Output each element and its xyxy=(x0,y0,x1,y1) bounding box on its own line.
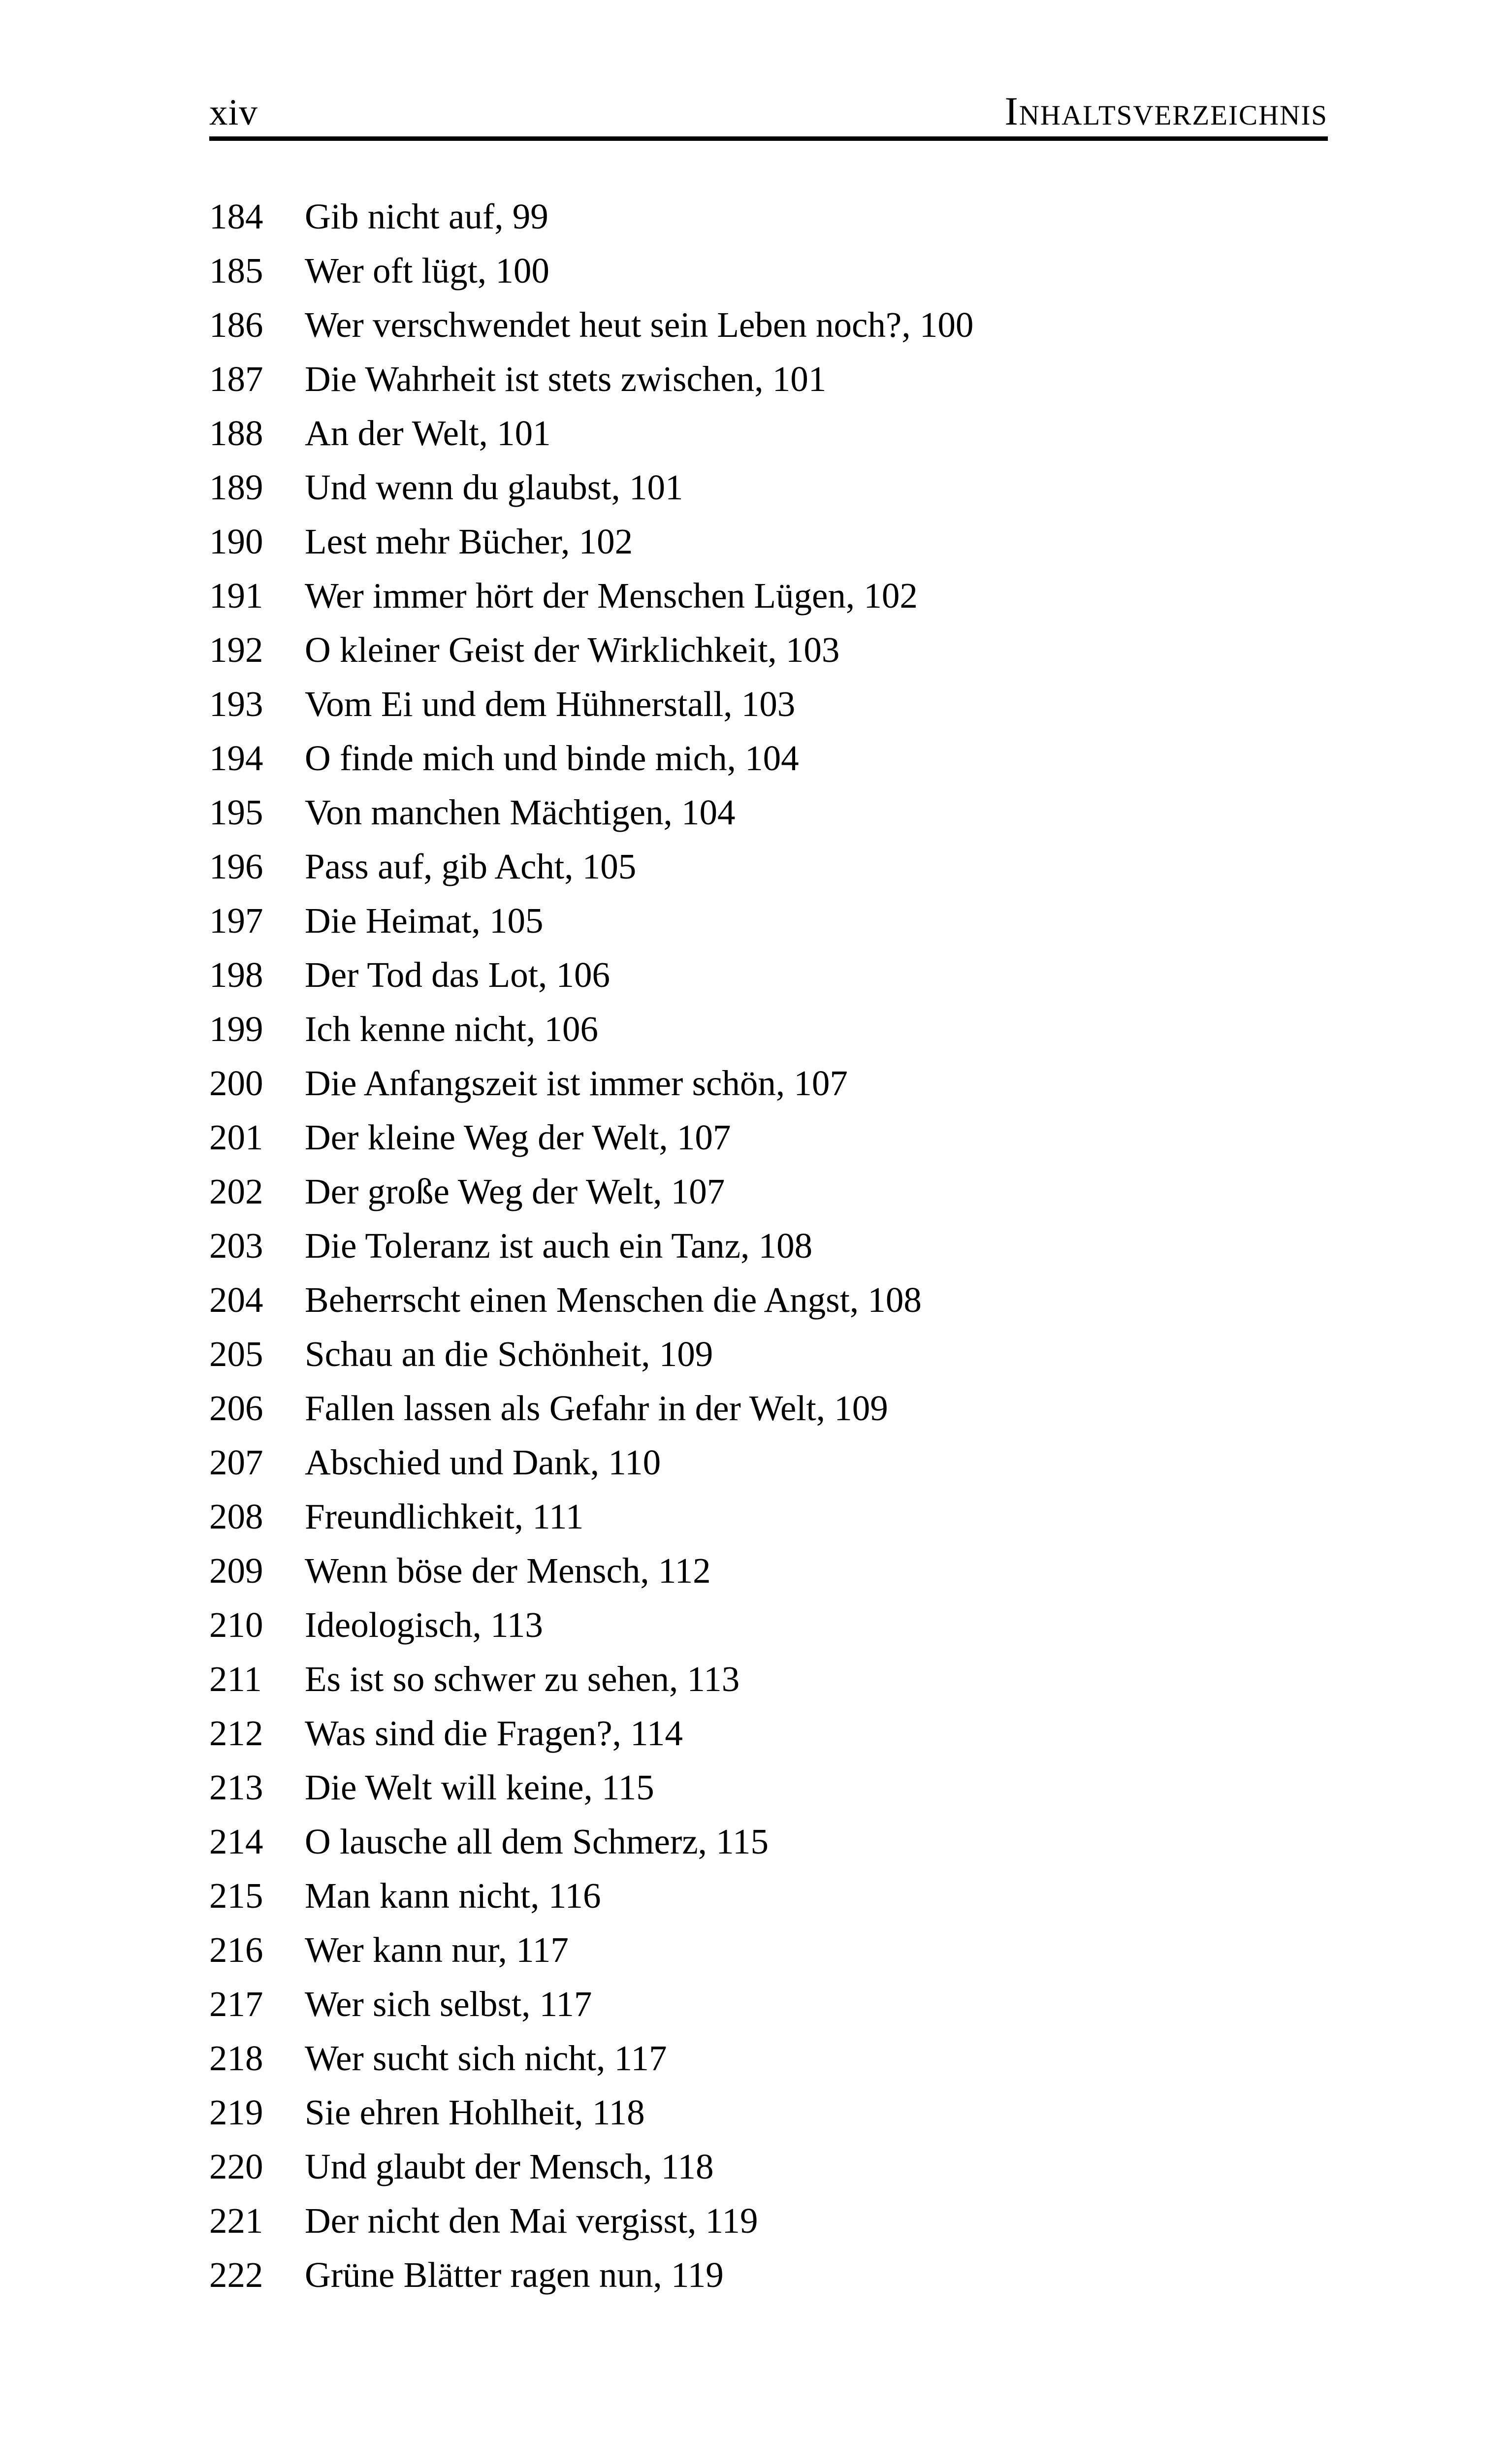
toc-entry-text xyxy=(305,677,1328,731)
toc-row xyxy=(209,569,1328,623)
toc-entry-page: 104 xyxy=(745,738,799,778)
toc-entry-number: 207 xyxy=(209,1442,263,1482)
page-header xyxy=(209,91,1328,131)
toc-entry-separator: , xyxy=(596,2038,614,2078)
toc-entry-number: 194 xyxy=(209,738,263,778)
toc-entry-title: Die Wahrheit ist stets zwischen xyxy=(305,359,755,399)
toc-row xyxy=(209,1490,1328,1544)
folio-page-number: xiv xyxy=(209,92,258,133)
toc-entry-title: Wenn böse der Mensch xyxy=(305,1551,641,1591)
toc-entry-title: Was sind die Fragen? xyxy=(305,1713,612,1753)
toc-entry-separator: , xyxy=(740,1226,759,1266)
toc-row xyxy=(209,460,1328,515)
toc-entry-page: 117 xyxy=(539,1984,592,2024)
toc-entry-page: 118 xyxy=(592,2092,645,2132)
toc-row xyxy=(209,1923,1328,1977)
toc-entry-text xyxy=(305,894,1328,948)
toc-entry-title: Der nicht den Mai vergisst xyxy=(305,2201,688,2241)
toc-row xyxy=(209,515,1328,569)
toc-row xyxy=(209,1435,1328,1490)
toc-entry-page: 100 xyxy=(919,305,974,345)
toc-row xyxy=(209,298,1328,352)
toc-entry-separator: , xyxy=(590,1442,609,1482)
toc-entry-separator: , xyxy=(816,1388,835,1428)
toc-row xyxy=(209,1327,1328,1381)
toc-entry-page: 113 xyxy=(687,1659,740,1699)
toc-entry-number: 218 xyxy=(209,2038,263,2078)
toc-entry-number: 191 xyxy=(209,576,263,616)
toc-row xyxy=(209,1381,1328,1435)
toc-entry-title: Man kann nicht xyxy=(305,1876,531,1916)
toc-entry-text xyxy=(305,785,1328,840)
toc-entry-number: 213 xyxy=(209,1767,263,1807)
toc-entry-page: 101 xyxy=(629,467,683,507)
toc-entry-page: 116 xyxy=(548,1876,601,1916)
toc-entry-page: 117 xyxy=(516,1930,569,1970)
toc-entry-title: Der kleine Weg der Welt xyxy=(305,1117,659,1157)
toc-entry-title: Und wenn du glaubst xyxy=(305,467,611,507)
toc-entry-title: Freundlichkeit xyxy=(305,1497,515,1536)
toc-row xyxy=(209,1652,1328,1706)
toc-entry-text xyxy=(305,948,1328,1002)
toc-entry-page: 105 xyxy=(489,901,544,941)
toc-entry-separator: , xyxy=(845,576,864,616)
toc-entry-title: Die Heimat xyxy=(305,901,472,941)
toc-entry-number: 221 xyxy=(209,2201,263,2241)
toc-entry-title: Und glaubt der Mensch xyxy=(305,2147,643,2186)
toc-entry-title: Die Toleranz ist auch ein Tanz xyxy=(305,1226,741,1266)
toc-entry-number: 202 xyxy=(209,1172,263,1211)
toc-entry-number: 198 xyxy=(209,955,263,995)
toc-entry-page: 113 xyxy=(490,1605,543,1645)
toc-entry-separator: , xyxy=(775,1063,794,1103)
toc-entry-number: 210 xyxy=(209,1605,263,1645)
toc-entry-text xyxy=(305,1598,1328,1652)
toc-entry-text xyxy=(305,2140,1328,2194)
toc-entry-number: 192 xyxy=(209,630,263,670)
toc-entry-title: Wer sich selbst xyxy=(305,1984,522,2024)
toc-entry-page: 109 xyxy=(659,1334,713,1374)
toc-entry-separator: , xyxy=(479,413,497,453)
toc-row xyxy=(209,894,1328,948)
toc-entry-number: 190 xyxy=(209,521,263,561)
toc-row xyxy=(209,1002,1328,1056)
toc-entry-number: 215 xyxy=(209,1876,263,1916)
toc-entry-page: 119 xyxy=(671,2255,724,2295)
toc-entry-title: Ich kenne nicht xyxy=(305,1009,526,1049)
toc-entry-separator: , xyxy=(640,1551,658,1591)
toc-entry-page: 107 xyxy=(794,1063,848,1103)
toc-entry-page: 110 xyxy=(608,1442,661,1482)
toc-entry-page: 105 xyxy=(582,847,637,886)
toc-entry-text xyxy=(305,1002,1328,1056)
toc-entry-text xyxy=(305,1110,1328,1165)
toc-entry-text xyxy=(305,1869,1328,1923)
toc-entry-page: 101 xyxy=(772,359,827,399)
toc-entry-title: Sie ehren Hohlheit xyxy=(305,2092,575,2132)
toc-entry-page: 104 xyxy=(681,792,736,832)
toc-entry-number: 185 xyxy=(209,251,263,291)
toc-entry-title: Vom Ei und dem Hühnerstall xyxy=(305,684,724,724)
toc-row xyxy=(209,2085,1328,2140)
toc-row xyxy=(209,677,1328,731)
toc-entry-title: Grüne Blätter ragen nun xyxy=(305,2255,653,2295)
toc-row xyxy=(209,731,1328,785)
toc-entry-separator: , xyxy=(768,630,786,670)
toc-entry-text xyxy=(305,1977,1328,2031)
toc-entry-text xyxy=(305,244,1328,298)
toc-entry-title: Lest mehr Bücher xyxy=(305,521,561,561)
toc-entry-separator: , xyxy=(663,792,681,832)
toc-entry-text xyxy=(305,1219,1328,1273)
toc-entry-separator: , xyxy=(521,1984,540,2024)
toc-entry-separator: , xyxy=(526,1009,545,1049)
toc-row xyxy=(209,1760,1328,1815)
toc-entry-title: Die Anfangszeit ist immer schön xyxy=(305,1063,776,1103)
toc-entry-separator: , xyxy=(727,738,745,778)
toc-entry-number: 219 xyxy=(209,2092,263,2132)
toc-entry-number: 216 xyxy=(209,1930,263,1970)
toc-entry-text xyxy=(305,1706,1328,1760)
toc-entry-title: Von manchen Mächtigen xyxy=(305,792,664,832)
toc-entry-separator: , xyxy=(669,1659,687,1699)
toc-entry-page: 103 xyxy=(741,684,796,724)
page-title: Inhaltsverzeichnis xyxy=(1004,89,1328,133)
toc-entry-text xyxy=(305,190,1328,244)
toc-entry-title: Wer sucht sich nicht xyxy=(305,2038,597,2078)
toc-entry-page: 102 xyxy=(864,576,918,616)
toc-row xyxy=(209,1165,1328,1219)
toc-entry-number: 201 xyxy=(209,1117,263,1157)
toc-entry-title: Der Tod das Lot xyxy=(305,955,539,995)
toc-entry-text xyxy=(305,623,1328,677)
toc-entry-page: 117 xyxy=(614,2038,667,2078)
toc-row xyxy=(209,1706,1328,1760)
toc-entry-text xyxy=(305,2085,1328,2140)
toc-entry-separator: , xyxy=(564,847,582,886)
toc-entry-text xyxy=(305,298,1328,352)
toc-entry-separator: , xyxy=(643,2147,661,2186)
toc-entry-separator: , xyxy=(574,2092,592,2132)
toc-row xyxy=(209,406,1328,460)
toc-entry-number: 211 xyxy=(209,1659,262,1699)
toc-entry-separator: , xyxy=(471,901,490,941)
toc-entry-separator: , xyxy=(498,1930,516,1970)
toc-entry-page: 111 xyxy=(532,1497,584,1536)
toc-entry-title: O lausche all dem Schmerz xyxy=(305,1822,698,1861)
toc-entry-number: 184 xyxy=(209,196,263,236)
toc-entry-separator: , xyxy=(659,1117,677,1157)
toc-entry-text xyxy=(305,460,1328,515)
toc-entry-title: Pass auf, gib Acht xyxy=(305,847,565,886)
toc-entry-separator: , xyxy=(641,1334,659,1374)
toc-entry-number: 205 xyxy=(209,1334,263,1374)
toc-entry-title: Schau an die Schönheit xyxy=(305,1334,642,1374)
toc-entry-text xyxy=(305,1652,1328,1706)
toc-entry-title: An der Welt xyxy=(305,413,479,453)
toc-entry-text xyxy=(305,515,1328,569)
toc-entry-separator: , xyxy=(612,1713,631,1753)
toc-entry-title: Gib nicht auf xyxy=(305,196,495,236)
toc-entry-page: 102 xyxy=(579,521,633,561)
toc-row xyxy=(209,1598,1328,1652)
toc-entry-page: 107 xyxy=(676,1117,731,1157)
toc-row xyxy=(209,948,1328,1002)
toc-entry-page: 114 xyxy=(630,1713,683,1753)
toc-entry-text xyxy=(305,2248,1328,2302)
toc-entry-title: Wer verschwendet heut sein Leben noch? xyxy=(305,305,902,345)
toc-row xyxy=(209,1544,1328,1598)
toc-entry-title: Wer oft lügt xyxy=(305,251,478,291)
toc-entry-separator: , xyxy=(653,2255,671,2295)
toc-entry-title: Es ist so schwer zu sehen xyxy=(305,1659,669,1699)
toc-entry-text xyxy=(305,2194,1328,2248)
toc-entry-text xyxy=(305,1327,1328,1381)
toc-entry-title: Ideologisch xyxy=(305,1605,473,1645)
toc-entry-separator: , xyxy=(530,1876,548,1916)
toc-row xyxy=(209,785,1328,840)
toc-entry-title: Fallen lassen als Gefahr in der Welt xyxy=(305,1388,816,1428)
toc-row xyxy=(209,840,1328,894)
toc-entry-page: 106 xyxy=(556,955,611,995)
toc-entry-separator: , xyxy=(611,467,629,507)
toc-entry-separator: , xyxy=(754,359,772,399)
toc-row xyxy=(209,2031,1328,2085)
toc-entry-text xyxy=(305,406,1328,460)
toc-row xyxy=(209,1110,1328,1165)
toc-entry-text xyxy=(305,1165,1328,1219)
toc-entry-page: 115 xyxy=(602,1767,654,1807)
toc-entry-page: 118 xyxy=(661,2147,714,2186)
toc-row xyxy=(209,1977,1328,2031)
toc-entry-number: 187 xyxy=(209,359,263,399)
toc-entry-separator: , xyxy=(561,521,579,561)
toc-row xyxy=(209,352,1328,406)
toc-entry-page: 100 xyxy=(495,251,549,291)
toc-entry-number: 209 xyxy=(209,1551,263,1591)
toc-entry-title: Wer kann nur xyxy=(305,1930,498,1970)
toc-entry-title: O finde mich und binde mich xyxy=(305,738,727,778)
toc-entry-number: 193 xyxy=(209,684,263,724)
toc-entry-separator: , xyxy=(472,1605,491,1645)
toc-entry-text xyxy=(305,1544,1328,1598)
toc-row xyxy=(209,1273,1328,1327)
toc-entry-number: 200 xyxy=(209,1063,263,1103)
toc-entry-text xyxy=(305,569,1328,623)
toc-entry-page: 101 xyxy=(497,413,551,453)
toc-entry-separator: , xyxy=(477,251,496,291)
header-divider-rule xyxy=(209,136,1328,141)
toc-entry-number: 199 xyxy=(209,1009,263,1049)
toc-entry-page: 115 xyxy=(716,1822,769,1861)
toc-entry-text xyxy=(305,1381,1328,1435)
toc-row xyxy=(209,1869,1328,1923)
toc-entry-separator: , xyxy=(687,2201,706,2241)
toc-entry-title: Wer immer hört der Menschen Lügen xyxy=(305,576,846,616)
toc-entry-page: 108 xyxy=(758,1226,813,1266)
toc-entry-title: Der große Weg der Welt xyxy=(305,1172,653,1211)
toc-entry-text xyxy=(305,1923,1328,1977)
toc-entry-text xyxy=(305,731,1328,785)
toc-entry-number: 214 xyxy=(209,1822,263,1861)
toc-entry-page: 103 xyxy=(785,630,840,670)
toc-entry-separator: , xyxy=(514,1497,533,1536)
toc-entry-page: 109 xyxy=(834,1388,888,1428)
toc-entry-page: 106 xyxy=(544,1009,598,1049)
toc-row xyxy=(209,1815,1328,1869)
toc-row xyxy=(209,1056,1328,1110)
toc-row xyxy=(209,2140,1328,2194)
toc-entry-number: 220 xyxy=(209,2147,263,2186)
toc-entry-separator: , xyxy=(653,1172,671,1211)
toc-entry-number: 188 xyxy=(209,413,263,453)
toc-entry-number: 208 xyxy=(209,1497,263,1536)
toc-entry-number: 195 xyxy=(209,792,263,832)
toc-entry-number: 204 xyxy=(209,1280,263,1320)
toc-row xyxy=(209,623,1328,677)
toc-row xyxy=(209,1219,1328,1273)
toc-list xyxy=(209,190,1328,2302)
toc-entry-separator: , xyxy=(901,305,920,345)
toc-entry-title: O kleiner Geist der Wirklichkeit xyxy=(305,630,768,670)
toc-entry-page: 112 xyxy=(658,1551,711,1591)
toc-entry-title: Die Welt will keine xyxy=(305,1767,584,1807)
toc-entry-number: 206 xyxy=(209,1388,263,1428)
toc-entry-number: 186 xyxy=(209,305,263,345)
toc-entry-separator: , xyxy=(698,1822,716,1861)
toc-entry-separator: , xyxy=(583,1767,602,1807)
toc-entry-number: 203 xyxy=(209,1226,263,1266)
toc-entry-separator: , xyxy=(849,1280,868,1320)
toc-entry-text xyxy=(305,840,1328,894)
toc-entry-number: 217 xyxy=(209,1984,263,2024)
toc-entry-page: 107 xyxy=(671,1172,725,1211)
toc-entry-text xyxy=(305,1273,1328,1327)
toc-entry-title: Beherrscht einen Menschen die Angst xyxy=(305,1280,850,1320)
toc-entry-text xyxy=(305,1760,1328,1815)
toc-entry-number: 196 xyxy=(209,847,263,886)
toc-entry-text xyxy=(305,2031,1328,2085)
toc-entry-number: 222 xyxy=(209,2255,263,2295)
toc-entry-title: Abschied und Dank xyxy=(305,1442,590,1482)
toc-row xyxy=(209,2194,1328,2248)
toc-entry-number: 197 xyxy=(209,901,263,941)
toc-entry-text xyxy=(305,1056,1328,1110)
toc-entry-page: 99 xyxy=(512,196,548,236)
toc-entry-page: 119 xyxy=(705,2201,758,2241)
toc-entry-text xyxy=(305,352,1328,406)
toc-entry-text xyxy=(305,1490,1328,1544)
toc-entry-separator: , xyxy=(494,196,513,236)
toc-entry-text xyxy=(305,1815,1328,1869)
toc-row xyxy=(209,244,1328,298)
toc-row xyxy=(209,190,1328,244)
toc-entry-number: 189 xyxy=(209,467,263,507)
toc-entry-separator: , xyxy=(723,684,741,724)
toc-row xyxy=(209,2248,1328,2302)
toc-entry-number: 212 xyxy=(209,1713,263,1753)
toc-entry-page: 108 xyxy=(868,1280,922,1320)
toc-entry-text xyxy=(305,1435,1328,1490)
toc-entry-separator: , xyxy=(538,955,556,995)
